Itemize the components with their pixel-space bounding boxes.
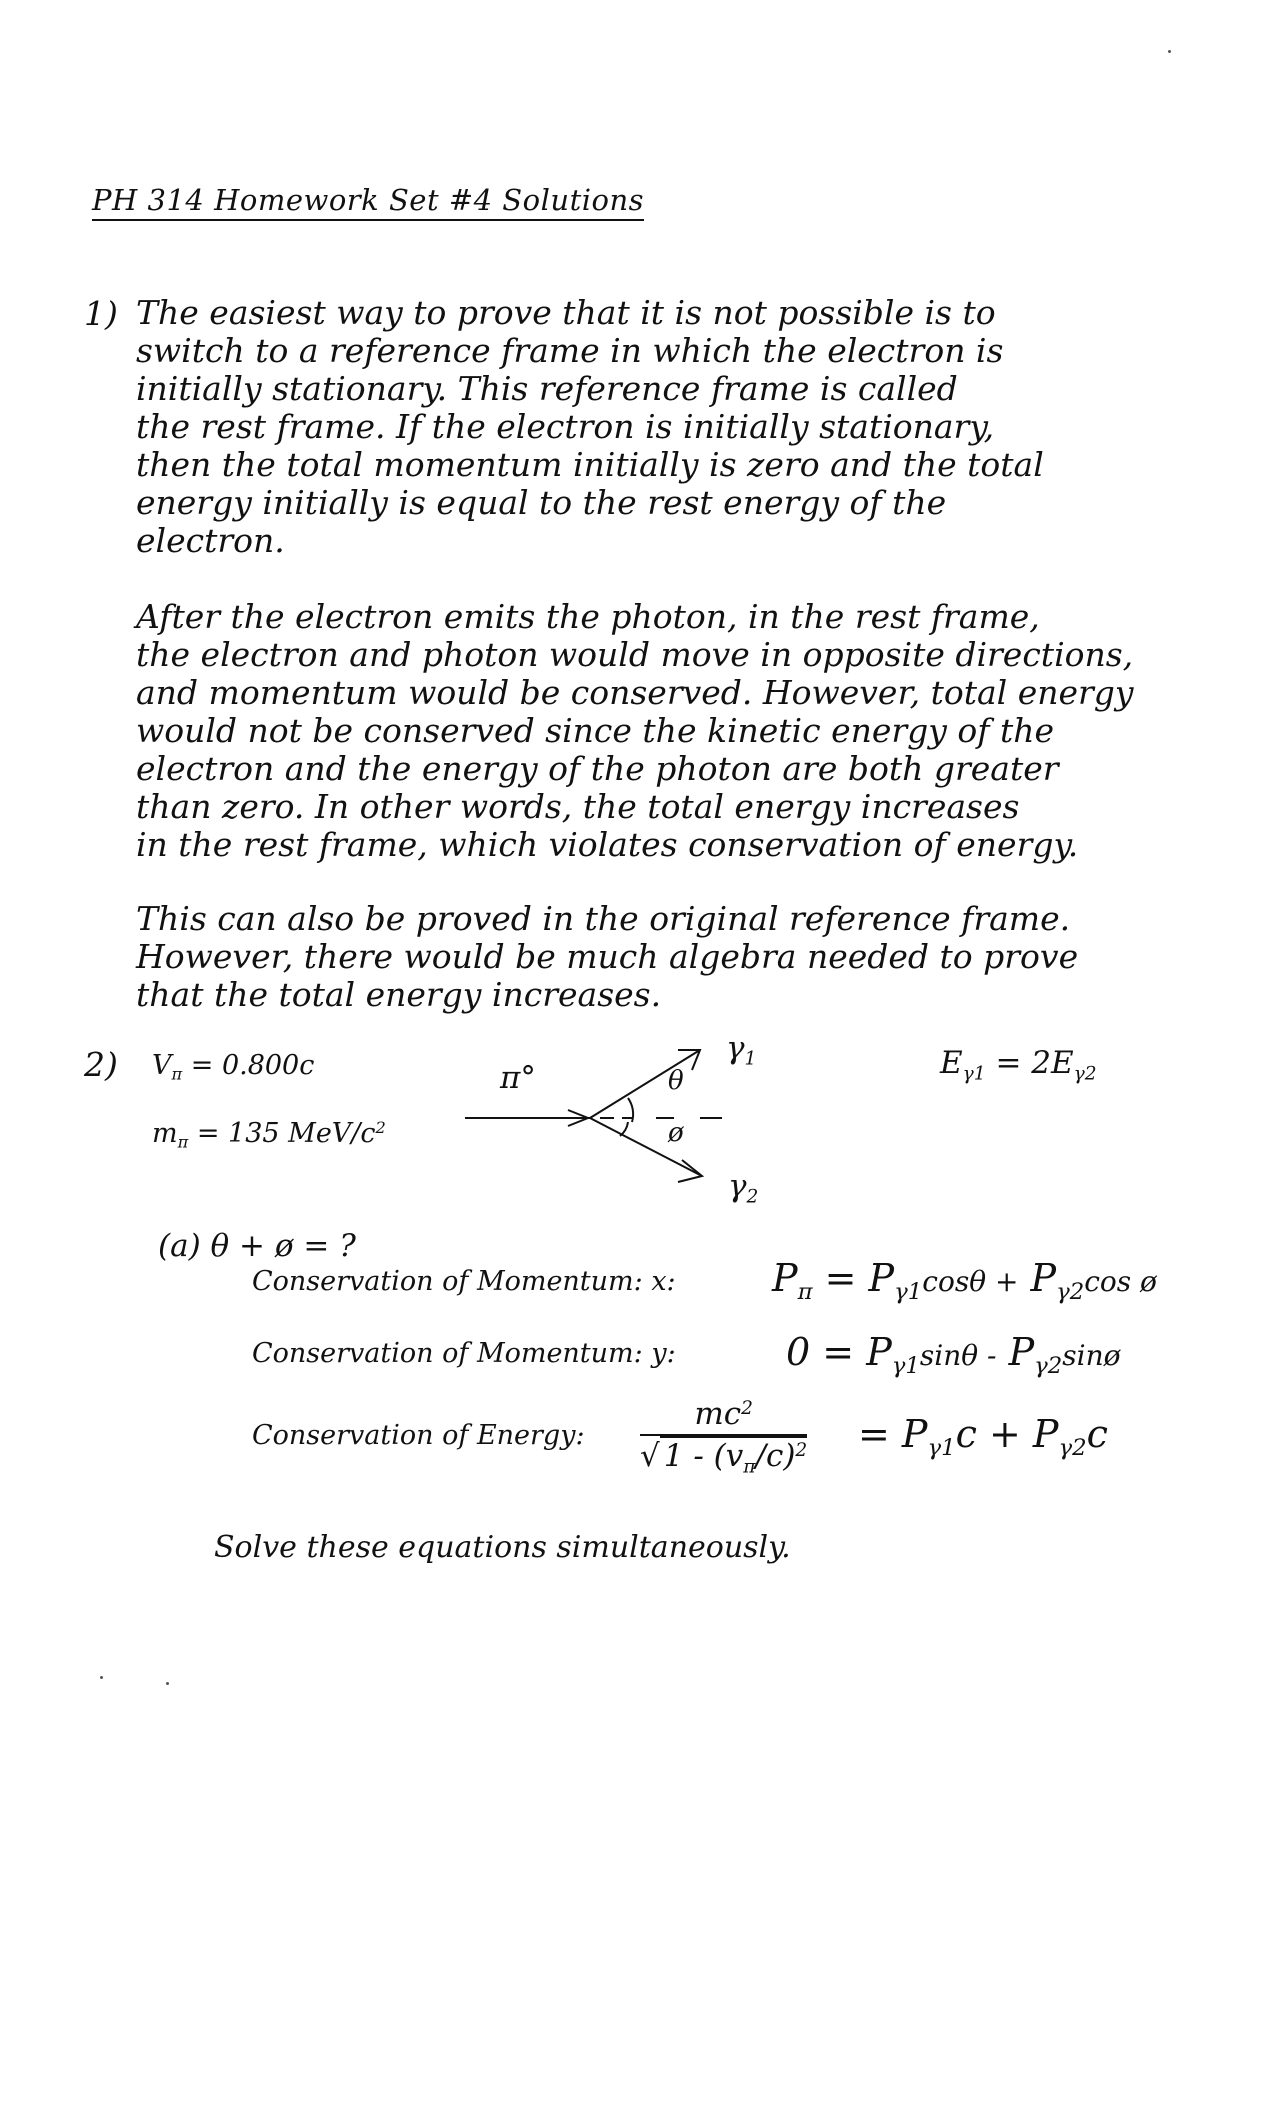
momentum-x-cos1: cosθ + [922, 1265, 1019, 1298]
phi-arc [620, 1122, 628, 1136]
pion-mass-value: = 135 MeV/c [196, 1118, 376, 1149]
energy-right-value: = P [858, 1412, 928, 1456]
gamma2-label: $\gamma_2$ [728, 1168, 759, 1208]
momentum-x-cos2: cos ø [1084, 1265, 1157, 1298]
q1-p2-line: the electron and photon would move in opposite directions, [136, 635, 1134, 674]
q2-number: 2) [84, 1045, 118, 1084]
q1-p1-line: initially stationary. This reference frame is called [136, 369, 958, 408]
momentum-y-zero: 0 = [786, 1330, 855, 1374]
energy-denominator: 1 - (v [663, 1438, 744, 1474]
energy-relation: $E_{\gamma 1} = 2E_{\gamma 2}$ [940, 1045, 1097, 1085]
momentum-y-equation: $0 = P_{\gamma 1}\sin\theta$ - $P_{\gamma 2}\sin ø$ [786, 1330, 1121, 1379]
solve-instruction: Solve these equations simultaneously. [214, 1530, 791, 1565]
q1-paragraph-3 [136, 900, 1078, 1014]
page-title: PH 314 Homework Set #4 Solutions [92, 183, 644, 221]
q1-p2-line: electron and the energy of the photon are both greater [136, 749, 1059, 788]
energy-numerator: mc [694, 1396, 742, 1432]
energy-relation-value: = 2E [995, 1045, 1074, 1081]
gamma2-arrow [678, 1160, 702, 1182]
q1-p2-line: and momentum would be conserved. However, total energy [136, 673, 1134, 712]
momentum-y-sin2: sinø [1062, 1339, 1121, 1372]
momentum-y-label: Conservation of Momentum: y: [252, 1338, 676, 1369]
energy-conservation-label: Conservation of Energy: [252, 1420, 585, 1451]
part-a-heading: (a) θ + ø = ? [158, 1228, 356, 1264]
q1-number: 1) [84, 294, 118, 333]
pion-label: π° [500, 1060, 536, 1096]
pion-mass: $m_\pi = 135$ MeV/$c^2$ [152, 1118, 386, 1152]
scan-speck [100, 1676, 103, 1679]
q1-p3-line: However, there would be much algebra needed to prove [136, 937, 1079, 976]
pion-velocity: $V_\pi = 0.800c$ [152, 1050, 315, 1084]
q1-p3-line: that the total energy increases. [136, 975, 662, 1014]
momentum-y-sin1: sinθ - [919, 1339, 997, 1372]
q1-p2-line: After the electron emits the photon, in the rest frame, [136, 597, 1040, 636]
q1-p2-line: would not be conserved since the kinetic energy of the [136, 711, 1055, 750]
q1-p3-line: This can also be proved in the original reference frame. [136, 899, 1071, 938]
pion-velocity-value: = 0.800c [190, 1050, 315, 1081]
gamma2-symbol: γ [728, 1168, 747, 1204]
gamma1-symbol: γ [726, 1030, 745, 1066]
scan-speck [1168, 50, 1171, 53]
momentum-x-equation: $P_\pi = P_{\gamma 1}\cos\theta + P_{\gamma 2}\cos$ ø [772, 1256, 1157, 1305]
phi-label: ø [668, 1118, 684, 1148]
q1-p2-line: in the rest frame, which violates conservation of energy. [136, 825, 1079, 864]
energy-fraction: $\frac{mc^2}{√ 1 - (v_\pi/c)^2}$ [640, 1396, 808, 1478]
scan-speck [166, 1682, 169, 1685]
energy-right-side: = $P_{\gamma 1}c + P_{\gamma 2}c$ [858, 1412, 1108, 1461]
theta-label: θ [668, 1066, 684, 1096]
q1-p1-line: The easiest way to prove that it is not possible is to [136, 293, 996, 332]
q1-p1-line: energy initially is equal to the rest energy of the [136, 483, 947, 522]
q1-p1-line: the rest frame. If the electron is initially stationary, [136, 407, 995, 446]
q1-paragraph-1 [136, 294, 1044, 560]
q1-p1-line: electron. [136, 521, 285, 560]
q1-paragraph-2 [136, 598, 1134, 864]
q1-p1-line: then the total momentum initially is zero and the total [136, 445, 1044, 484]
gamma1-label: $\gamma_1$ [726, 1030, 757, 1070]
q1-p1-line: switch to a reference frame in which the electron is [136, 331, 1004, 370]
momentum-x-label: Conservation of Momentum: x: [252, 1266, 676, 1297]
q1-p2-line: than zero. In other words, the total energy increases [136, 787, 1020, 826]
